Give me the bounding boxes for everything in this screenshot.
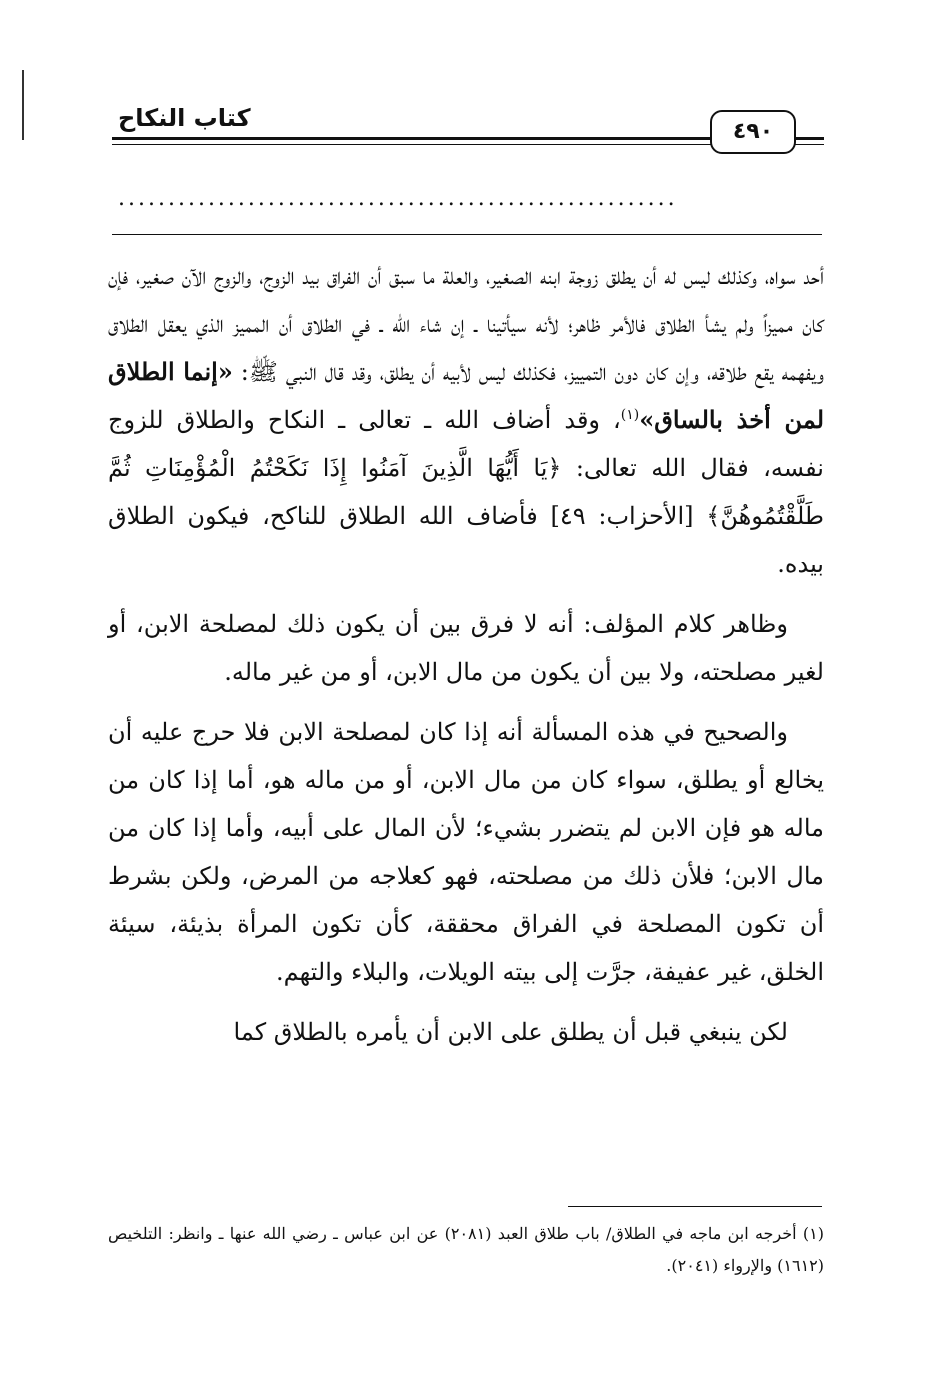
page-number: ٤٩٠ (710, 110, 796, 154)
text-top-rule (112, 234, 822, 235)
footnote-rule (568, 1206, 822, 1207)
footnote-ref: (١) (620, 407, 640, 423)
footnote-1: (١) أخرجه ابن ماجه في الطلاق/ باب طلاق العبد (٢٠٨١) عن ابن عباس ـ رضي الله عنها ـ وانظر: التلخيص (١٦١٢) والإرواء (٢٠٤١). (108, 1224, 825, 1275)
hadith-quote: «إنما الطلاق لمن أخذ بالساق» (108, 357, 825, 434)
paragraph-1 (108, 252, 824, 588)
book-title: كتاب النكاح (112, 104, 257, 132)
page-header (112, 104, 824, 154)
main-text (108, 252, 824, 1068)
paragraph-4: لكن ينبغي قبل أن يطلق على الابن أن يأمره بالطلاق كما (233, 1018, 788, 1046)
dotted-separator: ........................................................ (118, 188, 678, 210)
paragraph-1-text: أحد سواه، وكذلك ليس له أن يطلق زوجة ابنه الصغير، والعلة ما سبق أن الفراق بيد الزوج، والزوج الآن صغير، فإن كان مميزاً ولم يشأ الطلاق فالأمر ظاهر؛ لأنه سيأتينا ـ إن شاء الله ـ في الطلاق أن المميز الذي يعقل الطلاق ويفهمه يقع طلاقه، وإن كان دون التمييز، فكذلك ليس لأبيه أن يطلق، وقد قال النبي ﷺ: (108, 262, 825, 386)
margin-mark (22, 70, 24, 140)
paragraph-3: والصحيح في هذه المسألة أنه إذا كان لمصلحة الابن فلا حرج عليه أن يخالع أو يطلق، سواء كان من مال الابن، أو من ماله هو، أما إذا كان من ماله هو فإن الابن لم يتضرر بشيء؛ لأن المال على أبيه، وأما إذا كان من مال الابن؛ فلأن ذلك من مصلحته، فهو كعلاجه من المرض، ولكن بشرط أن تكون المصلحة في الفراق محققة، كأن تكون المرأة بذيئة، سيئة الخلق، غير عفيفة، جرَّت إلى بيته الويلات، والبلاء والتهم. (108, 718, 824, 986)
paragraph-1-rest: ، وقد أضاف الله ـ تعالى ـ النكاح والطلاق للزوج نفسه، فقال الله تعالى: ﴿يَا أَيُّهَا الَّذِينَ آمَنُوا إِذَا نَكَحْتُمُ الْمُؤْمِنَاتِ ثُمَّ طَلَّقْتُمُوهُنَّ﴾ [الأحزاب: ٤٩] فأضاف الله الطلاق للناكح، فيكون الطلاق بيده. (108, 406, 824, 578)
paragraph-2: وظاهر كلام المؤلف: أنه لا فرق بين أن يكون ذلك لمصلحة الابن، أو لغير مصلحته، ولا بين أن يكون من مال الابن، أو من غير ماله. (108, 610, 824, 686)
footnote (108, 1218, 824, 1282)
